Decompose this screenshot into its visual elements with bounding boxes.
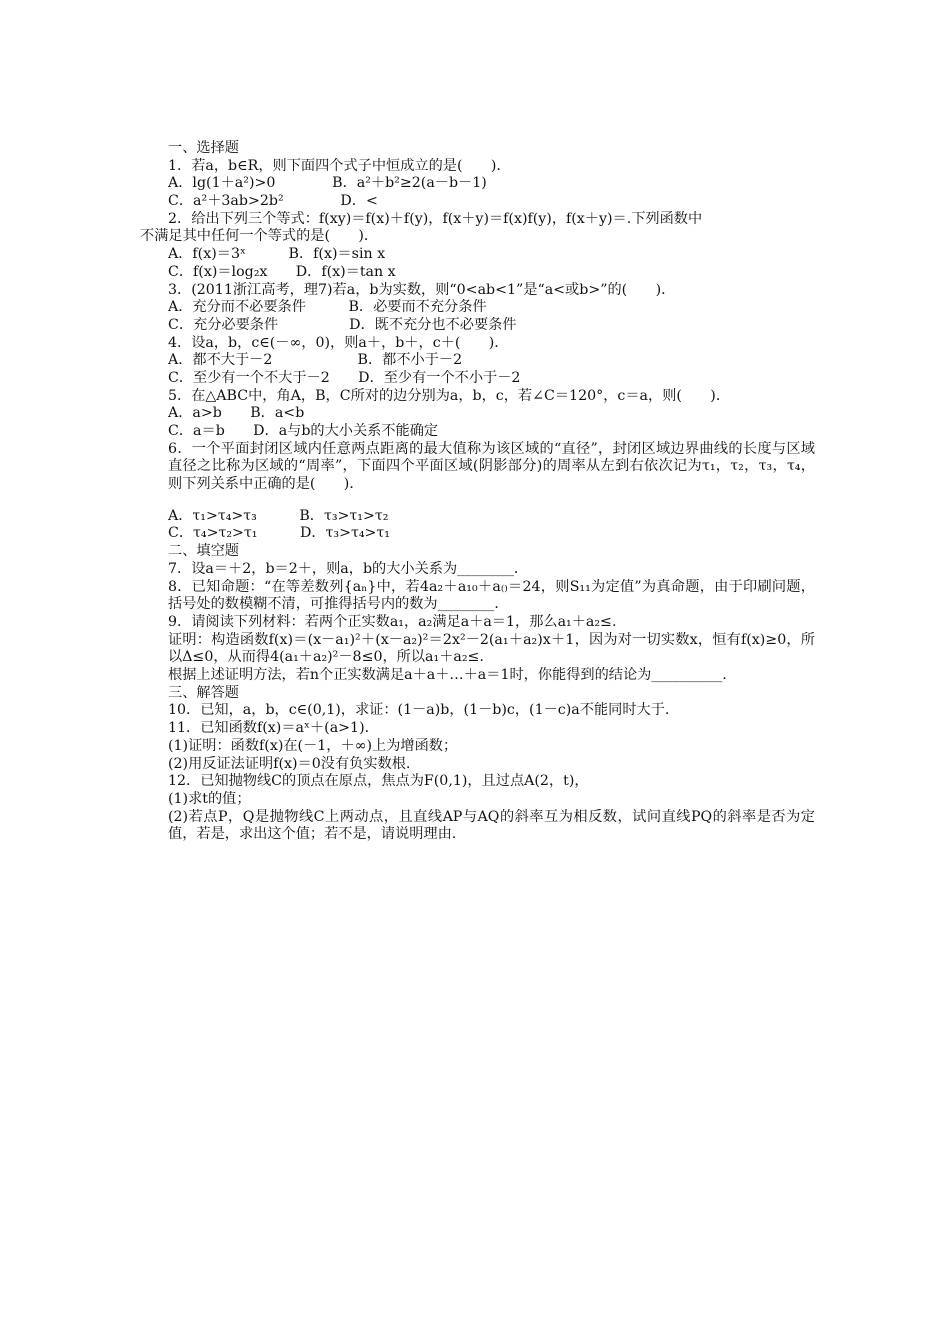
worksheet-body [140,140,815,844]
section-heading-solve: 三、解答题 [168,684,239,701]
figure-placeholder-gap [140,494,815,508]
question-5-options-ab: A．a>b B．a<b [168,405,305,422]
question-12-stem: 12．已知抛物线C的顶点在原点，焦点为F(0,1)，且过点A(2，t)， [168,773,589,790]
question-2-stem-line1: 2．给出下列三个等式：f(xy)＝f(x)＋f(y)，f(x＋y)＝f(x)f(y)，f(x＋y)＝.下列函数中 [168,210,703,227]
question-11-stem: 11．已知函数f(x)＝aˣ＋(a>1)． [168,720,379,737]
question-12-part2: (2)若点P，Q是抛物线C上两动点，且直线AP与AQ的斜率互为相反数，试问直线PQ的斜率是否为定值，若是，求出这个值；若不是，请说明理由. [168,808,815,843]
question-1-stem: 1．若a，b∈R，则下面四个式子中恒成立的是( )． [168,157,511,174]
question-4-options-ab: A．都不大于－2 B．都不小于－2 [168,352,463,369]
question-2-options-cd: C．f(x)＝log₂x D．f(x)＝tan x [168,263,396,280]
question-12-part1: (1)求t的值； [168,790,251,807]
question-11-part1: (1)证明：函数f(x)在(－1，＋∞)上为增函数； [168,737,458,754]
question-3-options-cd: C．充分必要条件 D．既不充分也不必要条件 [168,316,517,333]
question-4-options-cd: C．至少有一个不大于－2 D．至少有一个不小于－2 [168,369,521,386]
question-5-options-cd: C．a＝b D．a与b的大小关系不能确定 [168,423,439,439]
question-8: 8．已知命题：“在等差数列{aₙ}中，若4a₂＋a₁₀＋a₍₎＝24，则S₁₁为定值”为真命题，由于印刷问题，括号处的数模糊不清，可推得括号内的数为________． [168,578,815,613]
question-3-options-ab: A．充分而不必要条件 B．必要而不充分条件 [168,299,487,316]
question-9-proof: 证明：构造函数f(x)＝(x－a₁)²＋(x－a₂)²＝2x²－2(a₁＋a₂)x＋1，因为对一切实数x，恒有f(x)≥0，所以Δ≤0，从而得4(a₁＋a₂)²－8≤0，所以a₁＋a₂≤. [168,631,815,666]
question-9-intro: 9．请阅读下列材料：若两个正实数a₁，a₂满足a＋a＝1，那么a₁＋a₂≤. [168,613,617,630]
section-heading-fill: 二、填空题 [168,543,239,560]
question-2-stem-line2: 不满足其中任何一个等式的是( )． [140,228,379,245]
question-3-stem: 3．(2011浙江高考，理7)若a，b为实数，则“0<ab<1”是“a<或b>”的( )． [168,281,676,298]
question-1-options-ab: A．lg(1＋a²)>0 B．a²＋b²≥2(a－b－1) [168,175,487,192]
question-6-options-ab: A．τ₁>τ₄>τ₃ B．τ₃>τ₁>τ₂ [168,507,389,524]
question-6-stem: 6．一个平面封闭区域内任意两点距离的最大值称为该区域的“直径”，封闭区域边界曲线的长度与区域直径之比称为区域的“周率”，下面四个平面区域(阴影部分)的周率从左到右依次记为τ₁，τ₂，τ₃，τ₄，则下列关系中正确的是( )． [168,440,815,493]
question-4-stem: 4．设a，b，c∈(－∞，0)，则a＋，b＋，c＋( )． [168,334,509,351]
question-6-options-cd: C．τ₄>τ₂>τ₁ D．τ₃>τ₄>τ₁ [168,525,390,542]
question-5-stem: 5．在△ABC中，角A，B，C所对的边分别为a，b，c，若∠C＝120°，c＝a，则( )． [168,387,731,404]
question-10: 10．已知，a，b，c∈(0,1)，求证：(1－a)b，(1－b)c，(1－c)a不能同时大于. [168,702,670,719]
question-11-part2: (2)用反证法证明f(x)＝0没有负实数根. [168,755,411,772]
section-heading-choice: 一、选择题 [168,140,239,156]
question-2-options-ab: A．f(x)＝3ˣ B．f(x)＝sin x [168,246,386,263]
question-9-ask: 根据上述证明方法，若n个正实数满足a＋a＋…＋a＝1时，你能得到的结论为__________. [168,667,727,684]
question-1-options-cd: C．a²＋3ab>2b² D．< [168,193,378,210]
question-7: 7．设a＝＋2，b＝2＋，则a，b的大小关系为________． [168,560,529,577]
